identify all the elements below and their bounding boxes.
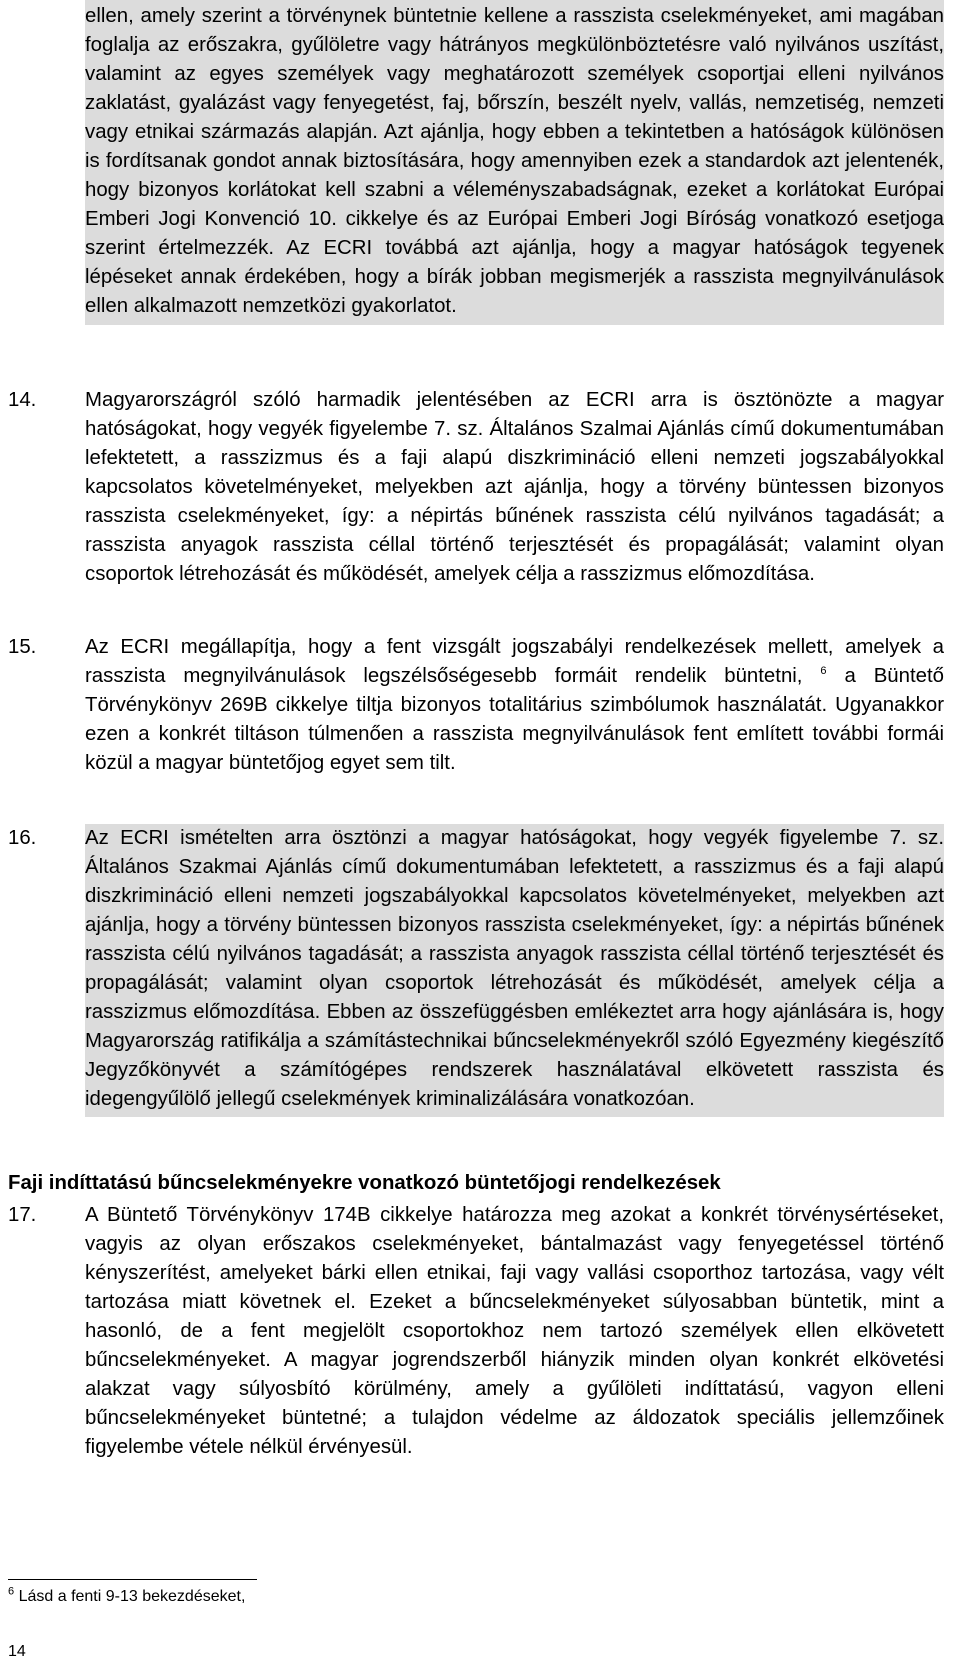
paragraph-number: 16. [8,827,37,849]
footnote-reference[interactable]: 6 [820,665,827,678]
paragraph-text: Az ECRI ismételten arra ösztönzi a magyar hatóságokat, hogy vegyék figyelembe 7. sz. Általános Szakmai Ajánlás című dokumentumában lefektetett, a rasszizmus és a faji alapú diszkrimináció elleni nemzeti jogszabályokkal kapcsolatos követelményeket, melyekben azt ajánlja, hogy a törvény büntessen bizonyos rasszista cselekményeket, így: a népirtás bűnének rasszista célú nyilvános tagadását; a rasszista anyagok rasszista céllal történő terjesztését és propagálását; valamint olyan csoportok létrehozását és működését, amelyek célja a rasszizmus előmozdítása. Ebben az összefüggésben emlékeztet arra hogy ajánlására is, hogy Magyarország ratifikálja a számítástechnikai bűncselekményekről szóló Egyezmény kiegészítő Jegyzőkönyvét a számítógépes rendszerek használatával elkövetett rasszista és idegengyűlölő jellegű cselekmények kriminalizálására vonatkozóan. [85,824,944,1117]
paragraph-text [85,633,944,778]
footnote-separator [8,1579,257,1580]
footnote-text: Lásd a fenti 9-13 bekezdéseket, [18,1588,246,1605]
paragraph-text-after-ref: a Büntető Törvénykönyv 269B cikkelye tiltja bizonyos totalitárius szimbólumok használatát. Ugyanakkor ezen a konkrét tiltáson túlmenően a rasszista megnyilvánulások fent említett további formái közül a magyar büntetőjog egyet sem tilt. [85,665,944,774]
page-number: 14 [8,1643,26,1660]
footnote [8,1585,245,1609]
section-heading: Faji indíttatású bűncselekményekre vonatkozó büntetőjogi rendelkezések [8,1172,721,1194]
paragraph-13-continuation: ellen, amely szerint a törvénynek büntetnie kellene a rasszista cselekményeket, ami magában foglalja az erőszakra, gyűlöletre vagy hátrányos megkülönböztetésre való nyilvános uszítást, valamint az egyes személyek vagy meghatározott személyek csoportjai elleni nyilvános zaklatást, gyalázást vagy fenyegetést, faj, bőrszín, beszélt nyelv, vallás, nemzetiség, nemzeti vagy etnikai származás alapján. Azt ajánlja, hogy ebben a tekintetben a hatóságok különösen is fordítsanak gondot annak biztosítására, hogy amennyiben ezek a standardok azt jelentenék, hogy bizonyos korlátokat kell szabni a véleményszabadságnak, ezeket a korlátokat Európai Emberi Jogi Konvenció 10. cikkelye és az Európai Emberi Jogi Bíróság vonatkozó esetjoga szerint értelmezzék. Az ECRI továbbá azt ajánlja, hogy a magyar hatóságok tegyenek lépéseket annak érdekében, hogy a bírák jobban megismerjék a rasszista megnyilvánulások ellen alkalmazott nemzetközi gyakorlatot. [85,0,944,325]
paragraph-number: 17. [8,1204,37,1226]
paragraph-text: Magyarországról szóló harmadik jelentésében az ECRI arra is ösztönözte a magyar hatóságokat, hogy vegyék figyelembe 7. sz. Általános Szalmai Ajánlás című dokumentumában lefektetett, a rasszizmus és a faji alapú diszkrimináció elleni nemzeti jogszabályokkal kapcsolatos követelményeket, melyekben azt ajánlja, hogy a törvény büntessen bizonyos rasszista cselekményeket, így: a népirtás bűnének rasszista célú nyilvános tagadását; a rasszista anyagok rasszista céllal történő terjesztését és propagálását; valamint olyan csoportok létrehozását és működését, amelyek célja a rasszizmus előmozdítása. [85,389,944,585]
paragraph-number: 15. [8,636,37,658]
paragraph-text-before-ref: Az ECRI megállapítja, hogy a fent vizsgált jogszabályi rendelkezések mellett, amelyek a rasszista megnyilvánulások legszélsőségesebb formáit rendelik büntetni, [85,636,944,687]
paragraph-text: A Büntető Törvénykönyv 174B cikkelye határozza meg azokat a konkrét törvénysértéseket, vagyis az olyan erőszakos cselekményeket, bántalmazást vagy fenyegetéssel történő kényszerítést, amelyeket bárki ellen etnikai, faji vagy vallási csoporthoz tartozása, vagy vélt tartozása miatt követnek el. Ezeket a bűncselekményeket súlyosabban büntetik, mint a hasonló, de a fent megjelölt csoportokhoz nem tartozó személyek ellen elkövetett bűncselekményeket. A magyar jogrendszerből hiányzik minden olyan konkrét elkövetési alakzat vagy súlyosbító körülmény, amely a gyűlöleti indíttatású, vagyon elleni bűncselekményeket büntetné; a tulajdon védelme az áldozatok speciális jellemzőinek figyelembe vétele nélkül érvényesül. [85,1204,944,1458]
footnote-marker: 6 [8,1585,15,1598]
paragraph-number: 14. [8,389,37,411]
